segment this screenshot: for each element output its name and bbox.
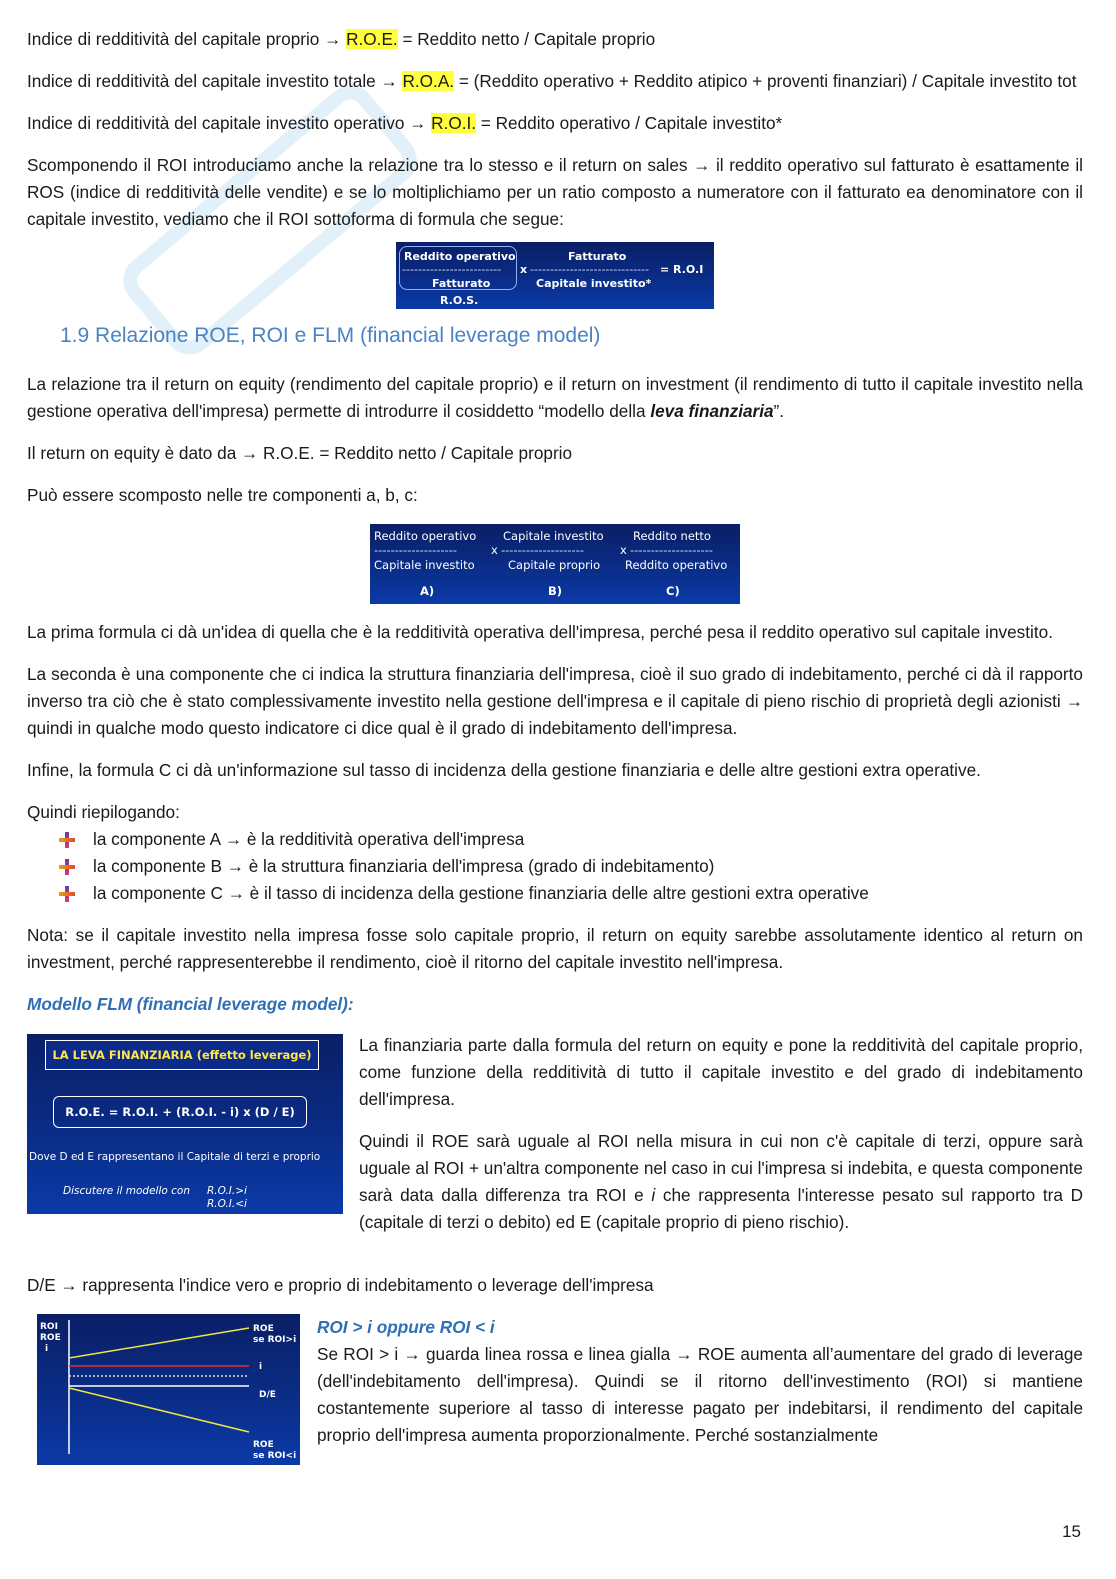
page-number: 15 bbox=[1062, 1522, 1081, 1541]
formula-times: x bbox=[520, 263, 528, 276]
list-item bbox=[27, 880, 1083, 907]
roi-decomposition-text: Scomponendo il ROI introduciamo anche la relazione tra lo stesso e il return on sales → il reddito operativo sul fatturato è esattamente il ROS (indice di redditività delle vendite) e se lo moltiplichiamo per un ratio composto a numeratore con il fatturato ea denominatore con il capitale investito, vediamo che il ROI sottoforma di formula che segue: bbox=[27, 155, 1083, 229]
recap-item-b: la componente B → è la struttura finanziaria dell'impresa (grado di indebitamento) bbox=[93, 856, 715, 876]
formula-c-num: Reddito netto bbox=[633, 529, 711, 543]
flm-p2-end: che rappresenta l'interesse pesato sul rapporto tra D (capitale di terzi o debito) ed E (capitale proprio di pieno rischio). bbox=[359, 1185, 1083, 1232]
paragraph-second-formula: La seconda è una componente che ci indica la struttura finanziaria dell'impresa, cioè il suo grado di indebitamento, perché ci dà il rapporto inverso tra ciò che è stato complessivamente investito nella gestione dell'impresa e il capitale di pieno rischio di proprietà degli azionisti → quindi in qualche modo questo indicatore ci dice qual è il grado di indebitamento dell'impresa. bbox=[27, 664, 1083, 738]
formula-b-den: Capitale proprio bbox=[508, 558, 601, 572]
plus-bullet-icon bbox=[59, 832, 75, 848]
paragraph-first-formula: La prima formula ci dà un'idea di quella che è la redditività operativa dell'impresa, perché pesa il reddito operativo sul capitale investito. bbox=[27, 622, 1053, 642]
roi-formula-image bbox=[396, 242, 714, 309]
formula-divider: -------------------- bbox=[630, 543, 713, 557]
recap-item-a: la componente A → è la redditività operativa dell'impresa bbox=[93, 829, 525, 849]
formula-roi-result: = R.O.I bbox=[660, 263, 704, 276]
paragraph-third-formula: Infine, la formula C ci dà un'informazione sul tasso di incidenza della gestione finanziaria e delle altre gestioni extra operative. bbox=[27, 760, 981, 780]
arrow-icon: → bbox=[380, 71, 398, 91]
list-item bbox=[27, 853, 1083, 880]
formula-label-a: A) bbox=[420, 584, 435, 598]
roe-decomposition-image bbox=[370, 524, 740, 604]
formula-a-den: Capitale investito bbox=[374, 558, 475, 572]
leverage-intro-text: La relazione tra il return on equity (rendimento del capitale proprio) e il return on investment (il rendimento di tutto il capitale investito nella gestione operativa dell'impresa) permette di introdurre il cosiddetto “modello della bbox=[27, 374, 1083, 421]
roa-definition bbox=[27, 68, 1083, 95]
list-item bbox=[27, 826, 1083, 853]
plus-bullet-icon bbox=[59, 886, 75, 902]
leverage-intro bbox=[27, 371, 1083, 425]
section-heading: 1.9 Relazione ROE, ROI e FLM (financial leverage model) bbox=[60, 324, 601, 347]
roa-formula: = (Reddito operativo + Reddito atipico + proventi finanziari) / Capitale investito tot bbox=[454, 71, 1077, 91]
flm-p2-i: i bbox=[651, 1185, 656, 1205]
formula-divider: ------------------------------ bbox=[530, 263, 650, 276]
plus-bullet-icon bbox=[59, 859, 75, 875]
label-roe-down-case: se ROI<i bbox=[253, 1451, 297, 1461]
de-paragraph: D/E → rappresenta l'indice vero e proprio di indebitamento o leverage dell'impresa bbox=[27, 1275, 654, 1295]
label-i: i bbox=[259, 1362, 263, 1372]
label-roe-up-case: se ROI>i bbox=[253, 1335, 297, 1345]
flm-p2-text: Quindi il ROE sarà uguale al ROI nella misura in cui non c'è capitale di terzi, oppure sarà uguale al ROI + un'altra componente nel caso in cui l'impresa si indebita, e questa componente sarà data dalla differenza tra ROI e bbox=[359, 1131, 1083, 1205]
roi-tag: R.O.I. bbox=[431, 113, 477, 133]
roa-text: Indice di redditività del capitale investito totale bbox=[27, 71, 376, 91]
formula-fatturato-num: Fatturato bbox=[568, 250, 627, 263]
leva-finanziaria-term: leva finanziaria bbox=[650, 401, 774, 421]
label-roe-down: ROE bbox=[253, 1440, 274, 1450]
leva-finanziaria-image bbox=[27, 1034, 343, 1214]
arrow-icon: → bbox=[409, 113, 427, 133]
graph-subheading: ROI > i oppure ROI < i bbox=[317, 1317, 495, 1337]
recap-list bbox=[27, 826, 1083, 907]
slide-note: Dove D ed E rappresentano il Capitale di terzi e proprio bbox=[29, 1151, 321, 1163]
formula-label-c: C) bbox=[666, 584, 680, 598]
slide-title: LA LEVA FINANZIARIA (effetto leverage) bbox=[45, 1040, 319, 1070]
formula-times: x bbox=[620, 543, 627, 557]
roe-up-line bbox=[69, 1328, 249, 1358]
formula-times: x bbox=[491, 543, 498, 557]
y-label-roi: ROI bbox=[40, 1322, 58, 1332]
formula-a-num: Reddito operativo bbox=[374, 529, 477, 543]
formula-fatturato-den: Fatturato bbox=[432, 277, 491, 290]
roe-tag: R.O.E. bbox=[346, 29, 398, 49]
y-label-i: i bbox=[45, 1344, 49, 1354]
roe-text: Indice di redditività del capitale proprio bbox=[27, 29, 320, 49]
leverage-graph-image bbox=[37, 1314, 300, 1465]
formula-c-den: Reddito operativo bbox=[625, 558, 728, 572]
leverage-intro-end: ”. bbox=[773, 401, 785, 421]
arrow-icon: → bbox=[324, 29, 342, 49]
formula-divider: -------------------- bbox=[501, 543, 584, 557]
label-de: D/E bbox=[259, 1390, 276, 1400]
formula-capitale-investito: Capitale investito* bbox=[536, 277, 652, 290]
graph-text bbox=[317, 1314, 1083, 1464]
slide-case-2: R.O.I.<i bbox=[207, 1198, 247, 1210]
graph-section bbox=[27, 1314, 1083, 1474]
flm-paragraph-1: La finanziaria parte dalla formula del return on equity e pone la redditività del capitale proprio, come funzione della redditività di tutto il capitale investito e del grado di indebitamento dell'impresa. bbox=[359, 1035, 1083, 1109]
flm-text bbox=[359, 1032, 1083, 1251]
formula-divider: -------------------- bbox=[374, 543, 457, 557]
roe-formula: = Reddito netto / Capitale proprio bbox=[397, 29, 656, 49]
recap-item-c: la componente C → è il tasso di incidenza della gestione finanziaria delle altre gestioni extra operative bbox=[93, 883, 869, 903]
recap-title: Quindi riepilogando: bbox=[27, 802, 180, 822]
flm-subheading: Modello FLM (financial leverage model): bbox=[27, 994, 354, 1014]
label-roe-up: ROE bbox=[253, 1324, 274, 1334]
nota-paragraph: Nota: se il capitale investito nella impresa fosse solo capitale proprio, il return on equity sarebbe assolutamente identico al return on investment, perché rappresenterebbe il rendimento, cioè il ritorno del capitale investito nell'impresa. bbox=[27, 925, 1083, 972]
formula-b-num: Capitale investito bbox=[503, 529, 604, 543]
flm-section bbox=[27, 1032, 1083, 1262]
roi-formula: = Reddito operativo / Capitale investito* bbox=[476, 113, 783, 133]
slide-formula: R.O.E. = R.O.I. + (R.O.I. - i) x (D / E) bbox=[53, 1096, 307, 1128]
roa-tag: R.O.A. bbox=[402, 71, 455, 91]
y-label-roe: ROE bbox=[40, 1333, 61, 1343]
flm-paragraph-2 bbox=[359, 1128, 1083, 1236]
decomposition-text: Può essere scomposto nelle tre componenti a, b, c: bbox=[27, 485, 418, 505]
roe-given-text: Il return on equity è dato da → R.O.E. = Reddito netto / Capitale proprio bbox=[27, 443, 573, 463]
slide-case-1: R.O.I.>i bbox=[207, 1185, 247, 1197]
formula-divider: ------------------------- bbox=[402, 263, 502, 276]
formula-label-b: B) bbox=[548, 584, 563, 598]
roi-definition bbox=[27, 110, 1083, 137]
roi-text: Indice di redditività del capitale investito operativo bbox=[27, 113, 405, 133]
roe-definition bbox=[27, 26, 1083, 53]
formula-ros-label: R.O.S. bbox=[440, 294, 479, 307]
slide-discuss: Discutere il modello con bbox=[63, 1185, 190, 1197]
formula-reddito-operativo: Reddito operativo bbox=[404, 250, 516, 263]
graph-paragraph: Se ROI > i → guarda linea rossa e linea gialla → ROE aumenta all’aumentare del grado di leverage (dell'indebitamento dell'impresa). Quindi se il ritorno dell'investimento (ROI) si mantiene costantemente superiore al tasso di interesse pagato per indebitarsi, il rendimento del capitale proprio dell'impresa aumenta proporzionalmente. Perché sostanzialmente bbox=[317, 1344, 1083, 1445]
roe-down-line bbox=[69, 1388, 249, 1432]
document-page bbox=[27, 26, 1083, 1474]
